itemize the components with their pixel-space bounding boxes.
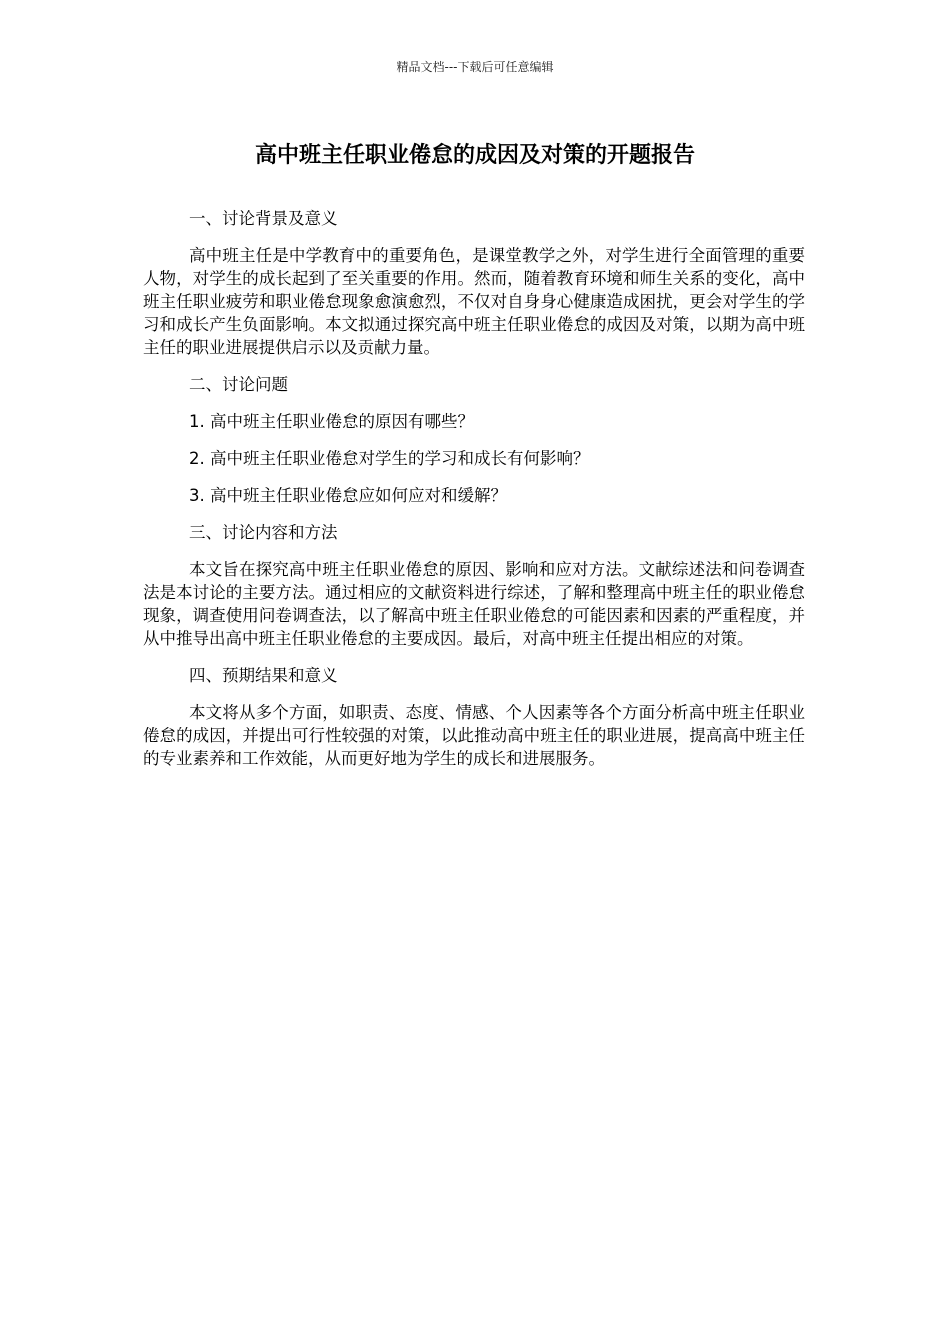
- section-body-expected-results: 本文将从多个方面，如职责、态度、情感、个人因素等各个方面分析高中班主任职业倦怠的成因，并提出可行性较强的对策，以此推动高中班主任的职业进展，提高高中班主任的专业素养和工作效能，从而更好地为学生的成长和进展服务。: [143, 703, 805, 768]
- header-note: 精品文档---下载后可任意编辑: [396, 60, 554, 74]
- section-heading-background: 一、讨论背景及意义: [189, 209, 338, 228]
- document-body: [143, 207, 805, 784]
- section-heading-methods: 三、讨论内容和方法: [189, 523, 338, 542]
- question-item-1: 1. 高中班主任职业倦怠的原因有哪些？: [189, 412, 474, 431]
- document-title: 高中班主任职业倦怠的成因及对策的开题报告: [254, 143, 695, 168]
- section-heading-expected-results: 四、预期结果和意义: [189, 666, 338, 685]
- section-heading-questions: 二、讨论问题: [189, 375, 288, 394]
- question-item-3: 3. 高中班主任职业倦怠应如何应对和缓解？: [189, 486, 507, 505]
- section-body-background: 高中班主任是中学教育中的重要角色，是课堂教学之外，对学生进行全面管理的重要人物，对学生的成长起到了至关重要的作用。然而，随着教育环境和师生关系的变化，高中班主任职业疲劳和职业倦怠现象愈演愈烈，不仅对自身身心健康造成困扰，更会对学生的学习和成长产生负面影响。本文拟通过探究高中班主任职业倦怠的成因及对策，以期为高中班主任的职业进展提供启示以及贡献力量。: [143, 246, 805, 357]
- question-item-2: 2. 高中班主任职业倦怠对学生的学习和成长有何影响？: [189, 449, 590, 468]
- section-body-methods: 本文旨在探究高中班主任职业倦怠的原因、影响和应对方法。文献综述法和问卷调查法是本讨论的主要方法。通过相应的文献资料进行综述，了解和整理高中班主任的职业倦怠现象，调查使用问卷调查法，以了解高中班主任职业倦怠的可能因素和因素的严重程度，并从中推导出高中班主任职业倦怠的主要成因。最后，对高中班主任提出相应的对策。: [143, 560, 805, 648]
